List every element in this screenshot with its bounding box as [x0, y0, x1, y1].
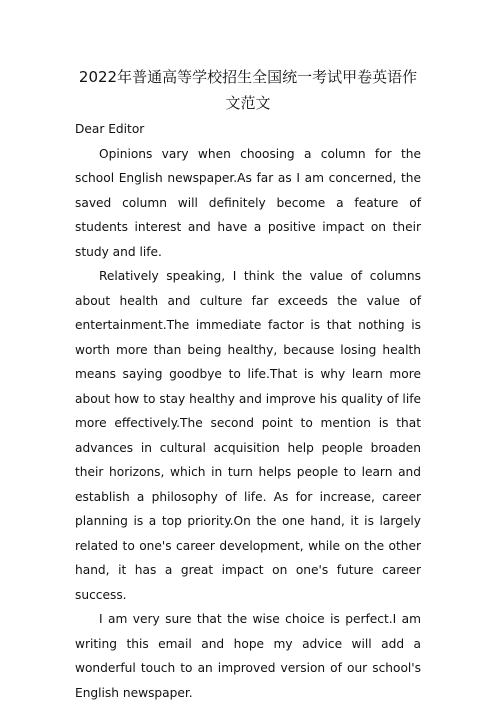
document-title [60, 64, 436, 116]
paragraph-1: Opinions vary when choosing a column for the school English newspaper.As far as I am concerned, the saved column will definitely become a feature of students interest and have a positive impact on their study and life. [75, 146, 421, 259]
title-line-2: 文范文 [225, 94, 271, 112]
paragraph-2: Relatively speaking, I think the value of columns about health and culture far exceeds the value of entertainment.The immediate factor is that nothing is worth more than being healthy, because losing health means saying goodbye to life.That is why learn more about how to stay healthy and improve his quality of life more effectively.The second point to mention is that advances in cultural acquisition help people broaden their horizons, which in turn helps people to learn and establish a philosophy of life. As for increase, career planning is a top priority.On the one hand, it is largely related to one's career development, while on the other hand, it has a great impact on one's future career success. [75, 269, 421, 602]
document-body [75, 117, 421, 705]
title-line-1: 2022年普通高等学校招生全国统一考试甲卷英语作 [78, 68, 418, 86]
paragraph-3: I am very sure that the wise choice is perfect.I am writing this email and hope my advice will add a wonderful touch to an improved version of our school's English newspaper. [75, 612, 421, 700]
salutation: Dear Editor [75, 122, 145, 136]
